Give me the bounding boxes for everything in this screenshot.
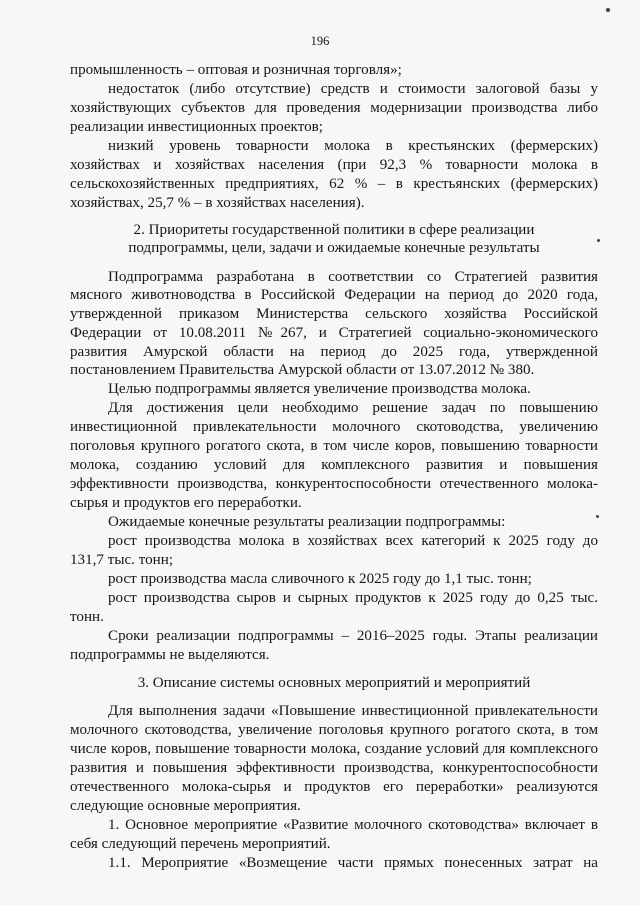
text-line: развития Амурской области на период до 2025 года, утвержденной [70, 344, 598, 360]
section-heading-line: 3. Описание системы основных мероприятий и мероприятий [137, 675, 531, 691]
text-line: Сроки реализации подпрограммы – 2016–2025 годы. Этапы реализации [108, 628, 598, 644]
text-line: хозяйствующих субъектов для проведения модернизации производства либо [70, 100, 598, 116]
text-line: промышленность – оптовая и розничная торговля»; [70, 62, 402, 78]
text-line: Ожидаемые конечные результаты реализации подпрограммы: [108, 514, 506, 530]
page-number: 196 [310, 34, 330, 48]
text-line: молока, созданию условий для комплексного развития и повышения [70, 457, 598, 473]
text-line: недостаток (либо отсутствие) средств и стоимости залоговой базы у [108, 81, 598, 97]
text-line: реализации инвестиционных проектов; [70, 119, 323, 135]
text-line: мясного животноводства в Российской Федерации на период до 2020 года, [70, 287, 598, 303]
text-line: сырья и продуктов его переработки. [70, 495, 302, 511]
text-line: Для выполнения задачи «Повышение инвестиционной привлекательности [108, 703, 598, 719]
text-line: следующие основные мероприятия. [70, 798, 301, 814]
scan-speck [606, 8, 610, 12]
text-line: Подпрограмма разработана в соответствии со Стратегией развития [108, 269, 598, 285]
text-line: рост производства молока в хозяйствах всех категорий к 2025 году до [108, 533, 598, 549]
text-line: низкий уровень товарности молока в крестьянских (фермерских) [108, 138, 598, 154]
text-line: 1.1. Мероприятие «Возмещение части прямых понесенных затрат на [108, 855, 598, 871]
text-line: молочного скотоводства, увеличение поголовья крупного рогатого скота, в том [70, 722, 598, 738]
text-line: эффективности производства, конкурентоспособности отечественного молока- [70, 476, 598, 492]
text-line: развития и повышения эффективности производства, конкурентоспособности [70, 760, 598, 776]
text-line: числе коров, повышение товарности молока, создание условий для комплексного [70, 741, 598, 757]
scan-speck [597, 239, 600, 242]
text-line: сельскохозяйственных предприятиях, 62 % – в крестьянских (фермерских) [70, 176, 598, 192]
text-line: Для достижения цели необходимо решение задач по повышению [108, 400, 598, 416]
text-line: утвержденной приказом Министерства сельского хозяйства Российской [70, 306, 598, 322]
text-line: хозяйствах и хозяйствах населения (при 92,3 % товарности молока в [70, 157, 598, 173]
text-line: себя следующий перечень мероприятий. [70, 836, 331, 852]
text-line: подпрограммы не выделяются. [70, 647, 270, 663]
text-line: рост производства сыров и сырных продуктов к 2025 году до 0,25 тыс. [108, 590, 598, 606]
section-heading-line: 2. Приоритеты государственной политики в сфере реализации [133, 222, 535, 238]
text-line: инвестиционной привлекательности молочного скотоводства, увеличению [70, 419, 598, 435]
text-line: отечественного молока-сырья и продуктов его переработки» реализуются [70, 779, 598, 795]
text-line: тонн. [70, 609, 104, 625]
text-line: 131,7 тыс. тонн; [70, 552, 174, 568]
text-line: поголовья крупного рогатого скота, в том числе коров, повышению товарности [70, 438, 598, 454]
section-heading-line: подпрограммы, цели, задачи и ожидаемые конечные результаты [128, 240, 540, 256]
text-line: Целью подпрограммы является увеличение производства молока. [108, 381, 531, 397]
text-line: рост производства масла сливочного к 2025 году до 1,1 тыс. тонн; [108, 571, 532, 587]
text-line: постановлением Правительства Амурской области от 13.07.2012 № 380. [70, 362, 535, 378]
text-line: 1. Основное мероприятие «Развитие молочного скотоводства» включает в [108, 817, 598, 833]
text-line: Федерации от 10.08.2011 №267, и Стратегией социально-экономического [70, 325, 598, 341]
scan-speck [596, 515, 599, 518]
text-line: хозяйствах, 25,7 % – в хозяйствах населения). [70, 195, 365, 211]
